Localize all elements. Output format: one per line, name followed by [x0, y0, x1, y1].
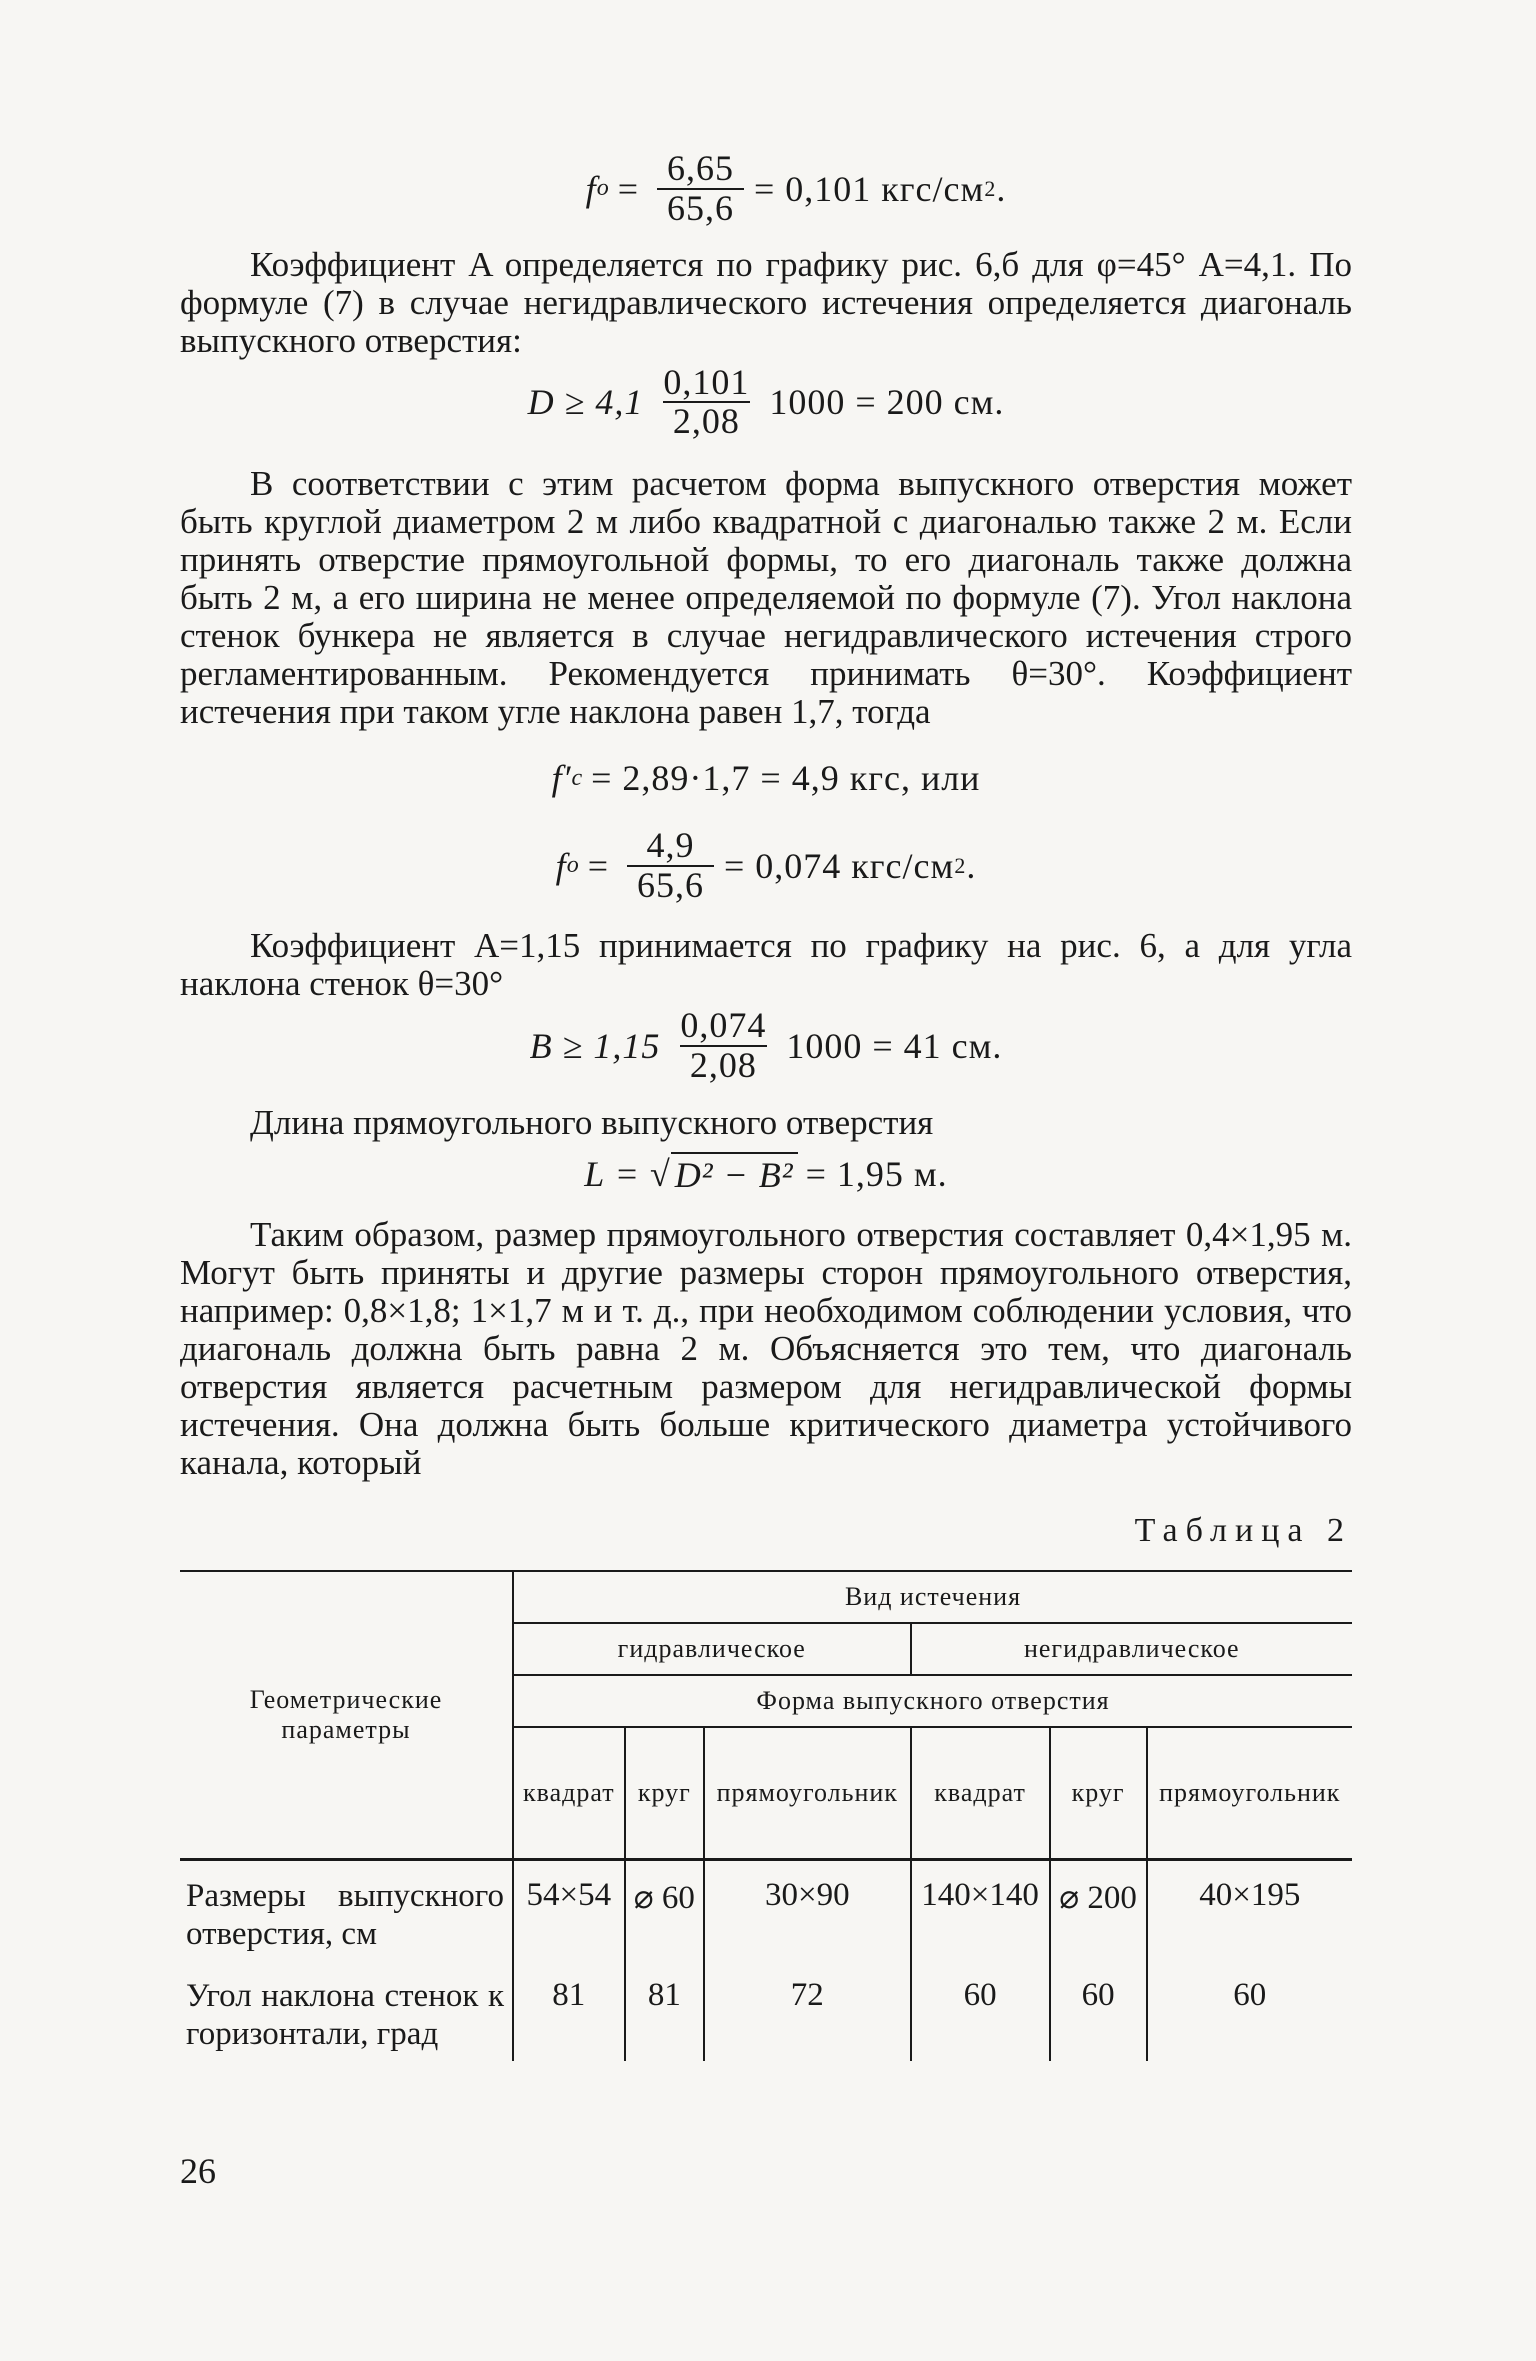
table-column-header: круг — [625, 1727, 704, 1860]
formula-b — [180, 1004, 1352, 1085]
formula-d — [180, 361, 1352, 442]
document-page — [180, 150, 1352, 2061]
formula-radicand: D² − B² — [671, 1152, 798, 1196]
fraction-numerator: 0,101 — [663, 361, 750, 402]
table-row — [180, 1860, 1352, 1962]
paragraph-4: Длина прямоугольного выпускного отверстия — [250, 1103, 934, 1143]
table-title: Таблица 2 — [1134, 1512, 1352, 1550]
formula-end: . — [966, 845, 977, 886]
formula-end: . — [996, 168, 1007, 209]
formula-fc — [180, 757, 1352, 799]
table-header-flow: Вид истечения — [513, 1571, 1352, 1623]
table-cell: 54×54 — [513, 1860, 625, 1962]
table-cell: ⌀ 60 — [625, 1860, 704, 1962]
table-header-shape: Форма выпускного отверстия — [513, 1675, 1352, 1727]
table-cell: 40×195 — [1199, 1877, 1301, 1914]
fraction — [653, 361, 759, 442]
formula-rhs: = 0,074 кгс/см — [724, 845, 955, 886]
formula-lhs-sub: с — [571, 764, 584, 791]
table-column-header: прямоугольник — [704, 1727, 910, 1860]
table-column-header: прямоугольник — [1147, 1727, 1352, 1860]
table-cell: 81 — [625, 1961, 704, 2061]
fraction — [657, 150, 744, 228]
paragraph-5: Таким образом, размер прямоугольного отверстия составляет 0,4×1,95 м. Могут быть приняты и другие размеры сторон прямоугольного отверстия, например: 0,8×1,8; 1×1,7 м и т. д., при необходимом соблюдении условия, что диагональ должна быть равна 2 м. Объясняется это тем, что диагональ отверстия является расчетным размером для негидравлической формы истечения. Она должна быть больше критического диаметра устойчивого канала, который — [180, 1215, 1352, 1483]
page-number: 26 — [180, 2151, 216, 2191]
formula-lhs-sub: о — [596, 175, 610, 202]
paragraph-3: Коэффициент A=1,15 принимается по графику на рис. 6, а для угла наклона стенок θ=30° — [180, 925, 1352, 1003]
formula-lhs: D ≥ 4,1 — [527, 382, 644, 423]
formula-rhs: = 0,101 кгс/см — [754, 168, 985, 209]
formula-fo-1: f о = $\frac{6,65}{65,6}$ = 0,101 кгс/см 2 . — [585, 148, 1007, 228]
fraction-numerator: 6,65 — [667, 148, 734, 188]
table-cell: 60 — [1050, 1961, 1147, 2061]
fraction-denominator: 2,08 — [680, 1045, 767, 1085]
table-cell: 140×140 — [911, 1860, 1050, 1962]
fraction-numerator: 4,9 — [646, 825, 695, 866]
table-cell: 60 — [1233, 1977, 1267, 2014]
table-cell: 72 — [704, 1961, 910, 2061]
table-column-header: квадрат — [911, 1727, 1050, 1860]
data-table — [180, 1570, 1352, 2061]
table-cell: 81 — [513, 1961, 625, 2061]
formula-l — [180, 1152, 1352, 1196]
table-row — [180, 1961, 1352, 2061]
formula-rhs-sup: 2 — [984, 175, 997, 201]
formula-lhs: L = √ — [584, 1154, 671, 1195]
formula-rhs: 1000 = 41 см. — [786, 1025, 1003, 1066]
fraction — [670, 1004, 776, 1085]
formula-lhs-sub: о — [566, 852, 580, 879]
formula-lhs: f′ — [551, 758, 572, 799]
table-header-geometry: Геометрические параметры — [180, 1571, 513, 1860]
fraction-denominator: 65,6 — [627, 865, 714, 905]
table-cell: 30×90 — [704, 1860, 910, 1962]
formula-lhs: B ≥ 1,15 — [529, 1025, 661, 1066]
fraction-numerator: 0,074 — [680, 1004, 767, 1045]
table-cell: ⌀ 200 — [1050, 1860, 1147, 1962]
fraction-denominator: 65,6 — [657, 188, 744, 228]
formula-lhs: f — [585, 168, 597, 209]
formula-rhs: = 1,95 м. — [805, 1154, 948, 1195]
table-column-header: квадрат — [513, 1727, 625, 1860]
formula-rhs: = 2,89·1,7 = 4,9 кгс, или — [591, 758, 981, 799]
table-header-nonhydraulic: негидравлическое — [911, 1623, 1352, 1675]
formula-lhs: f — [555, 845, 567, 886]
table-column-header: круг — [1050, 1727, 1147, 1860]
fraction — [627, 827, 714, 905]
fraction-denominator: 2,08 — [663, 401, 750, 441]
formula-fo-2: f о = $\frac{4,9}{65,6}$ = 0,074 кгс/см 2 . — [555, 825, 977, 905]
formula-rhs-sup: 2 — [954, 852, 967, 878]
row-label: Размеры выпускного отверстия, см — [180, 1860, 513, 1962]
paragraph-2: В соответствии с этим расчетом форма выпускного отверстия может быть круглой диаметром 2 м либо квадратной с диагональю также 2 м. Если принять отверстие прямоугольной формы, то его диагональ также должна быть 2 м, а его ширина не менее определяемой по формуле (7). Угол наклона стенок бункера не является в случае негидравлического истечения строго регламентированным. Рекомендуется принимать θ=30°. Коэффициент истечения при таком угле наклона равен 1,7, тогда — [180, 464, 1352, 732]
formula-rhs: 1000 = 200 см. — [769, 382, 1005, 423]
table-cell: 60 — [911, 1961, 1050, 2061]
table-header-hydraulic: гидравлическое — [513, 1623, 911, 1675]
paragraph-1: Коэффициент A определяется по графику рис. 6,б для φ=45° A=4,1. По формуле (7) в случае негидравлического истечения определяется диагональ выпускного отверстия: — [180, 244, 1352, 360]
row-label: Угол наклона стенок к горизонтали, град — [180, 1961, 513, 2061]
